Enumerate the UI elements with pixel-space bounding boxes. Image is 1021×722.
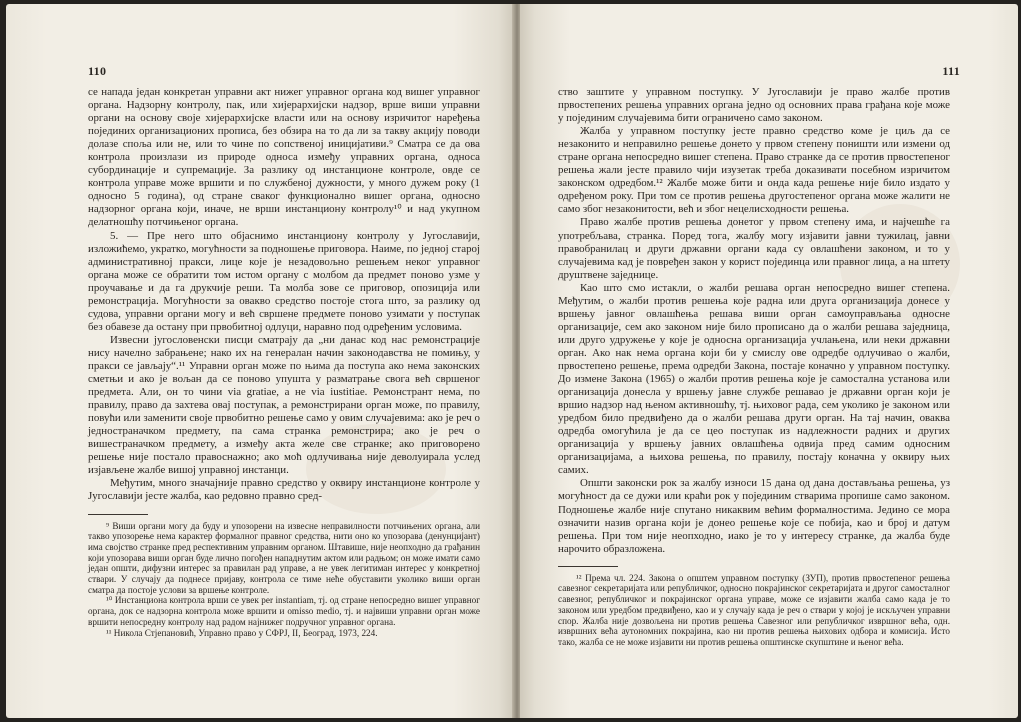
page-number-left: 110 (88, 64, 107, 78)
right-page (520, 4, 1018, 718)
left-page (6, 4, 514, 718)
footnote-divider (558, 566, 618, 567)
footnote: ¹⁰ Инстанциона контрола врши се увек per instantiam, тј. од стране непосредно вишег управног органа, док се надзорна контрола може вршити и omisso medio, тј. и највиши управни орган може вршити непосредну контролу над радом најнижег подручног управног органа. (88, 595, 480, 627)
left-footnotes (88, 521, 480, 639)
paragraph: Међутим, много значајније правно средство у оквиру инстанционе контроле у Југославији јесте жалба, као редовно правно сред- (88, 477, 480, 503)
paragraph: Општи законски рок за жалбу износи 15 дана од дана достављања решења, уз могућност да се дужи или краћи рок у појединим стварима пропише само законом. Подношење жалбе није спутано никаквим већим формалностима. Једино се мора означити назив органа који је донео решење које се побија, као и број и датум решења. При том није неопходно, иако је то у интересу странке, да жалба буде нарочито образложена. (558, 477, 950, 555)
left-text-column (88, 86, 480, 638)
right-body-text (558, 86, 950, 556)
paragraph: Извесни југословенски писци сматрају да „ни данас код нас ремонстрације нису начелно забрањене; нако их на генералан начин законодавства не помињу, у пракси се јављају“.¹¹ Управни орган може по њима да поступа ако нема законских сметњи и ако је вољан да се поново упушта у разматрање свога већ свршеног предмета. Али, он то чини via gratiae, а не via iustitiae. Ремонстрант нема, по правилу, право да захтева овај поступак, а ремонстрирани орган може, по правилу, повући или заменити своје првобитно решење само у овим случајевима: ако је реч о једностраначком предмету, па сама странка ремонстрира; ако је реч о вишестраначком предмету, а између акта желе све странке; ако приговорено решење није постало правоснажно; ако моћ одлучивања није деволуирала услед изјављене жалбе вишој управној инстанци. (88, 333, 480, 477)
footnote: ¹¹ Никола Стјепановић, Управно право у СФРЈ, II, Београд, 1973, 224. (106, 627, 378, 638)
paragraph: 5. — Пре него што објаснимо инстанциону контролу у Југославији, изложићемо, укратко, могућности за подношење приговора. Наиме, по једној старој административној пракси, лице које је незадовољно решењем неког управног органа може се обратити том истом органу с молбом да предмет поново узме у проучавање и да га друкчије реши. Та молба зове се приговор, опозиција или ремонстрација. Могућности за овакво средство постоје стога што, за разлику од судова, управни органи могу и већ свршене предмете поново узимати у поступак без обавезе да остану при првобитној одлуци, наравно под одређеним условима. (88, 229, 480, 333)
paragraph: Право жалбе против решења донетог у првом степену има, и најчешће га употребљава, странка. Поред тога, жалбу могу изјавити јавни тужилац, јавни правобранилац и други државни органи када су овлашћени законом, и то у случајевима кад је повређен закон у корист појединца или правног лица, а на штету друштвене заједнице. (558, 216, 950, 281)
right-footnotes (558, 573, 950, 648)
paragraph: се напада један конкретан управни акт нижег управног органа код вишег управног органа. Надзорну контролу, пак, или хијерархијски надзор, врше виши управни органи на основу своје хијерархијске власти или на основу изричитог наређења појединих организационих прописа, без обзира на то да ли за такву акцију поводи долазе споља или не, или то чине по сопственој иницијативи.⁹ Сматра се да ова контрола произлази из природе односа између управних органа, односа субординације и супремације. За разлику од инстанционе контроле, овде се контрола управе може вршити и по службеној дужности, у много дужем року (1 односно 5 година), од стране сваког функционално вишег органа, односно надзорног органа који, иначе, не врши инстанциону контролу¹⁰ и над укупном делатношћу потчињеног органа. (88, 86, 480, 229)
paragraph: Као што смо истакли, о жалби решава орган непосредно вишег степена. Међутим, о жалби против решења које радна или друга организација донесе у вршењу јавног овлашћења решава виши орган самоуправљања односне организације, сем ако законом није било прописано да о жалби решава заједница, или друго удружење у које је односна организација учлањена, или неки државни орган. Ако нак нема органа који би у смислу ове одредбе одлучивао о жалби, првостепено решење, према одредби Закона, постаје коначно у управном поступку. До измене Закона (1965) о жалби против решења које је самостална установа или организација донесла у вршењу јавне службе решавао је државни орган који је вршио надзор над њеном активношћу, тј. њиховог рада, сем уколико је законом или уредбом било предвиђено да о жалби решава други орган. На тај начин, оваква одредба омогућила је да се цео поступак из надлежности радних и других организација у вршењу јавних овлашћења одвија пред самим односним организацијама, а њихова решења, по правилу, постају коначна у оквиру њих самих. (558, 281, 950, 477)
left-body-text (88, 86, 480, 504)
page-number-right: 111 (942, 64, 960, 78)
right-text-column (558, 86, 950, 648)
paragraph: ство заштите у управном поступку. У Југославији је право жалбе против првостепених решења управних органа једно од основних права грађана које може у појединим случајевима бити ограничено само законом. (558, 86, 950, 125)
footnote-divider (88, 514, 148, 515)
footnote: ¹² Према чл. 224. Закона о општем управном поступку (ЗУП), против првостепеног решења савезног секретаријата или републичког, односно покрајинског секретаријата и другог самосталног савезног, републичког и покрајинског органа управе, може се изјавити жалба само када је то законом или уредбом предвиђено, као и у случају када је реч о ствари у којој је искључен управни спор. Жалба није дозвољена ни против решења Савезног или републичког извршног већа, одн. извршних већа аутономних покрајина, као ни против решења њихових одбора и комисија. Исто тако, жалба се не може изјавити ни против решења општинске скупштине и њеног већа. (558, 572, 950, 647)
paragraph: Жалба у управном поступку јесте правно средство коме је циљ да се незаконито и неправилно решење донето у првом степену поништи или измени од стране органа непосредно вишег степена. Право странке да се против првостепеног решења жали јесте правило чији изузетак треба доказивати посебном изричитом законском одредбом.¹² Жалбе може бити и онда када решење није било издато у одређеном року. При том се против решења другостепеног органа може жалити не само због незаконитости, већ и због нецелисходности решења. (558, 125, 950, 216)
footnote: ⁹ Виши органи могу да буду и упозорени на извесне неправилности потчињених органа, али такво упозорење нема карактер формалног правног средства, нити оно ко упозорава (денунцијант) има својство странке пред респективним управним органом. Штавише, није неопходно да грађанин који упозорава виши орган буде лично погођен нападнутим актом или радњом; он може имати само један општи, дифузни интерес за правилан рад управе, а не увек легитиман интерес у конкретној ствари. У случају да поднесе пријаву, контрола се тиме неће обуставити уколико виши орган сматра да постоје услови за вршење контроле. (88, 520, 480, 595)
